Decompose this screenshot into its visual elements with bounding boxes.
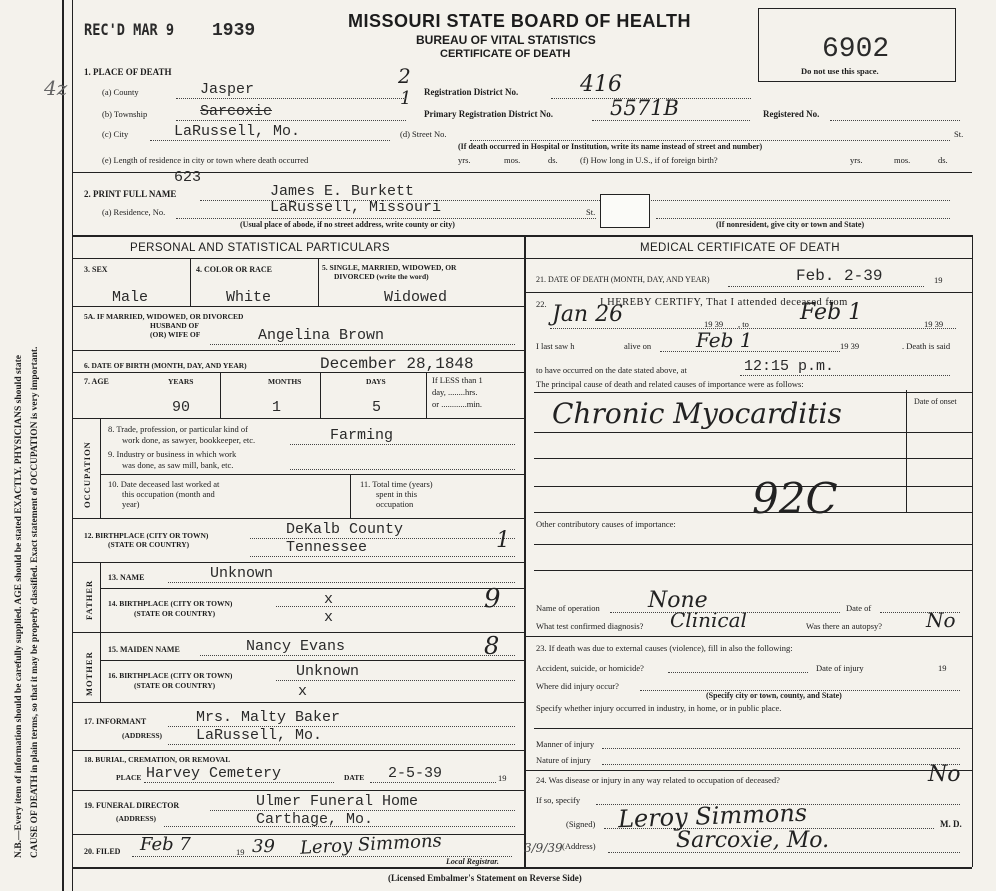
test-value: Clinical: [670, 608, 747, 632]
father-bp-label-1: 14. BIRTHPLACE (CITY OR TOWN): [108, 599, 233, 608]
funeral-label: 19. FUNERAL DIRECTOR: [84, 801, 180, 810]
informant-address-label: (ADDRESS): [122, 731, 163, 740]
spouse-label-1: 5A. IF MARRIED, WIDOWED, OR DIVORCED: [84, 312, 244, 321]
occ8-label-1: 8. Trade, profession, or particular kind of: [108, 424, 248, 434]
mother-name-value: Nancy Evans: [246, 638, 346, 655]
nature-label: Nature of injury: [536, 755, 591, 765]
county-label: (a) County: [102, 87, 139, 97]
mos-label: mos.: [504, 155, 521, 165]
mother-name-label: 15. MAIDEN NAME: [108, 645, 180, 654]
manner-label: Manner of injury: [536, 739, 595, 749]
occ9-label-2: was done, as saw mill, bank, etc.: [122, 460, 234, 470]
street-suffix: St.: [954, 129, 964, 139]
burial-place-label: PLACE: [116, 773, 142, 782]
dod-label: 21. DATE OF DEATH (MONTH, DAY, AND YEAR): [536, 275, 710, 284]
occ10-label-2: this occupation (month and: [122, 489, 215, 499]
race-label: 4. COLOR OR RACE: [196, 265, 273, 274]
occupation-value: Farming: [330, 427, 394, 444]
occ11-label-3: occupation: [376, 499, 414, 509]
birthplace-value-2: Tennessee: [286, 539, 368, 556]
ds-label-2: ds.: [938, 155, 948, 165]
attend-to: Feb 1: [800, 300, 863, 325]
physician-signature: Leroy Simmons: [617, 798, 808, 834]
certificate-title: CERTIFICATE OF DEATH: [440, 48, 571, 60]
days-label: DAYS: [366, 377, 386, 386]
signed-label: (Signed): [566, 819, 596, 829]
time-of-death: 12:15 p.m.: [744, 358, 835, 375]
registrar-signature: Leroy Simmons: [299, 830, 443, 859]
funeral-director-value: Ulmer Funeral Home: [256, 793, 419, 810]
injury-where-label: Where did injury occur?: [536, 681, 619, 691]
burial-place-value: Harvey Cemetery: [146, 765, 282, 782]
age-months-value: 1: [272, 399, 282, 416]
residence-number: 623: [174, 169, 202, 186]
md-label: M. D.: [940, 819, 962, 829]
usual-place-note: (Usual place of abode, if no street address, write county or city): [240, 220, 455, 229]
filed-date: Feb 7: [140, 834, 191, 855]
specify-note: (Specify city or town, county, and State): [706, 691, 842, 700]
foreign-label: (f) How long in U.S., if of foreign birth?: [580, 155, 718, 165]
father-bp-label-2: (STATE OR COUNTRY): [134, 609, 216, 618]
occurred-label: to have occurred on the date stated above, at: [536, 365, 687, 375]
mark-1: 1: [400, 88, 412, 109]
industry-note: Specify whether injury occurred in industry, in home, or in public place.: [536, 703, 782, 713]
years-label: YEARS: [168, 377, 194, 386]
residence-label: (a) Residence, No.: [102, 207, 166, 217]
age-days-value: 5: [372, 399, 382, 416]
footer-note: (Licensed Embalmer's Statement on Reverse Side): [388, 873, 582, 883]
burial-date-value: 2-5-39: [388, 765, 443, 782]
ds-label: ds.: [548, 155, 558, 165]
marital-value: Widowed: [384, 289, 448, 306]
father-mark: 9: [484, 584, 501, 614]
birthplace-label-2: (STATE OR COUNTRY): [108, 540, 190, 549]
dod-year-label: 19: [934, 275, 943, 285]
left-margin-line: [62, 0, 64, 891]
race-value: White: [226, 289, 272, 306]
autopsy-label: Was there an autopsy?: [806, 621, 883, 631]
occupation-side-label: OCCUPATION: [82, 441, 92, 508]
nonresident-note: (If nonresident, give city or town and State): [716, 220, 865, 229]
filed-year-prefix: 19: [236, 847, 245, 857]
board-title: MISSOURI STATE BOARD OF HEALTH: [348, 11, 691, 31]
filed-year: 39: [252, 836, 275, 857]
attend-from: Jan 26: [552, 302, 624, 327]
date-mark: 3/9/39: [524, 841, 563, 855]
father-bp-value-2: x: [324, 609, 334, 626]
sex-value: Male: [112, 289, 149, 306]
months-label: MONTHS: [268, 377, 302, 386]
mos-label-2: mos.: [894, 155, 911, 165]
age-years-value: 90: [172, 399, 191, 416]
received-stamp-year: 1939: [212, 21, 256, 41]
test-label: What test confirmed diagnosis?: [536, 621, 644, 631]
primary-reg-label: Primary Registration District No.: [424, 109, 553, 119]
autopsy-value: No: [926, 608, 956, 632]
external-label: 23. If death was due to external causes (violence), fill in also the following:: [536, 643, 793, 653]
last-saw-label: I last saw h: [536, 341, 575, 351]
contributory-label: Other contributory causes of importance:: [536, 519, 676, 529]
cause-code: 92C: [752, 474, 838, 523]
full-name-value: James E. Burkett: [270, 183, 415, 200]
city-value: LaRussell, Mo.: [174, 123, 301, 140]
last-saw-year: 19 39: [840, 341, 860, 351]
physician-address-label: (Address): [562, 841, 596, 851]
township-label: (b) Township: [102, 109, 148, 119]
spouse-value: Angelina Brown: [258, 327, 385, 344]
informant-value: Mrs. Malty Baker: [196, 709, 341, 726]
principal-cause-label: The principal cause of death and related causes of importance were as follows:: [536, 379, 804, 389]
physician-address: Sarcoxie, Mo.: [676, 828, 830, 853]
dod-value: Feb. 2-39: [796, 267, 883, 285]
st-label: St.: [586, 207, 596, 217]
side-note-line1: N.B.—Every item of information should be carefully supplied. AGE should be stated EXACTLY. PHYSICIANS should state: [14, 355, 24, 858]
informant-address-value: LaRussell, Mo.: [196, 727, 323, 744]
date-onset-label: Date of onset: [914, 397, 957, 406]
funeral-address-label: (ADDRESS): [116, 814, 157, 823]
yrs-label-2: yrs.: [850, 155, 863, 165]
spouse-label-3: (OR) WIFE OF: [150, 330, 201, 339]
father-bp-value-1: x: [324, 591, 334, 608]
hospital-note: (If death occurred in Hospital or Institution, write its name instead of street and number): [458, 142, 763, 151]
place-of-death-title: 1. PLACE OF DEATH: [84, 67, 172, 77]
medical-header: MEDICAL CERTIFICATE OF DEATH: [640, 242, 840, 254]
right-border: [972, 235, 973, 867]
county-value: Jasper: [200, 81, 255, 98]
reg-district-label: Registration District No.: [424, 87, 519, 97]
death-said-label: . Death is said: [902, 341, 951, 351]
operation-value: None: [648, 588, 708, 613]
marital-label-2: DIVORCED (write the word): [334, 272, 429, 281]
dob-label: 6. DATE OF BIRTH (MONTH, DAY, AND YEAR): [84, 361, 247, 370]
funeral-address-value: Carthage, Mo.: [256, 811, 374, 828]
divider-top: [72, 172, 972, 173]
mother-bp-value-1: Unknown: [296, 663, 360, 680]
township-value: Sarcoxie: [200, 103, 273, 120]
occ8-label-2: work done, as sawyer, bookkeeper, etc.: [122, 435, 256, 445]
birthplace-value-1: DeKalb County: [286, 521, 404, 538]
occ-related-value: No: [928, 762, 961, 787]
occ-related-label: 24. Was disease or injury in any way related to occupation of deceased?: [536, 775, 780, 785]
less-label-3: or ............min.: [432, 399, 483, 409]
dob-value: December 28,1848: [320, 355, 474, 373]
left-margin-line-2: [72, 0, 73, 891]
mother-mark: 8: [484, 632, 500, 660]
yrs-label: yrs.: [458, 155, 471, 165]
attend-to-label: , to: [738, 319, 749, 329]
attend-to-year: 19 39: [924, 319, 944, 329]
accident-label: Accident, suicide, or homicide?: [536, 663, 644, 673]
occ11-label-1: 11. Total time (years): [360, 479, 433, 489]
center-divider: [524, 235, 526, 867]
filed-label: 20. FILED: [84, 847, 121, 856]
birthplace-mark: 1: [496, 528, 510, 553]
personal-header: PERSONAL AND STATISTICAL PARTICULARS: [130, 242, 391, 254]
certificate-number: 6902: [822, 34, 890, 65]
local-registrar-label: Local Registrar.: [446, 857, 499, 866]
registered-no-label: Registered No.: [763, 109, 820, 119]
mother-bp-value-2: x: [298, 683, 308, 700]
occ10-label-3: year): [122, 499, 140, 509]
if-so-label: If so, specify: [536, 795, 581, 805]
sex-label: 3. SEX: [84, 265, 108, 274]
street-label: (d) Street No.: [400, 129, 447, 139]
operation-label: Name of operation: [536, 603, 600, 613]
city-label: (c) City: [102, 129, 129, 139]
side-margin-mark: 4z: [44, 76, 68, 100]
father-name-label: 13. NAME: [108, 573, 145, 582]
mother-side-label: MOTHER: [84, 651, 94, 696]
certify-text: I HEREBY CERTIFY, That I attended deceased from: [600, 297, 848, 308]
spouse-label-2: HUSBAND OF: [150, 321, 199, 330]
mother-bp-label-2: (STATE OR COUNTRY): [134, 681, 216, 690]
last-saw-mid-label: alive on: [624, 341, 652, 351]
injury-year-label: 19: [938, 663, 947, 673]
occ9-label-1: 9. Industry or business in which work: [108, 449, 237, 459]
burial-date-label: DATE: [344, 773, 365, 782]
certify-number: 22.: [536, 299, 547, 309]
date-of-label: Date of: [846, 603, 872, 613]
main-bottom-line: [72, 867, 972, 869]
age-label: 7. AGE: [84, 377, 109, 386]
primary-reg-value: 5571B: [610, 96, 679, 120]
bureau-title: BUREAU OF VITAL STATISTICS: [416, 33, 596, 47]
less-label-2: day, ........hrs.: [432, 387, 478, 397]
st-box: [600, 194, 650, 228]
side-note-line2: CAUSE OF DEATH in plain terms, so that it may be properly classified. Exact statement of OCCUPATION is very important.: [30, 346, 40, 858]
occ10-label-1: 10. Date deceased last worked at: [108, 479, 220, 489]
burial-year-label: 19: [498, 773, 507, 783]
last-saw-value: Feb 1: [696, 328, 753, 352]
cause-of-death: Chronic Myocarditis: [552, 397, 842, 430]
burial-label: 18. BURIAL, CREMATION, OR REMOVAL: [84, 755, 231, 764]
birthplace-label-1: 12. BIRTHPLACE (CITY OR TOWN): [84, 531, 209, 540]
marital-label-1: 5. SINGLE, MARRIED, WIDOWED, OR: [322, 263, 457, 272]
mark-2: 2: [398, 64, 411, 88]
residence-value: LaRussell, Missouri: [270, 199, 442, 216]
occ11-label-2: spent in this: [376, 489, 418, 499]
full-name-label: 2. PRINT FULL NAME: [84, 189, 177, 199]
less-label-1: If LESS than 1: [432, 375, 483, 385]
father-side-label: FATHER: [84, 579, 94, 620]
father-name-value: Unknown: [210, 565, 274, 582]
main-top-line: [72, 235, 972, 237]
no-use-note: Do not use this space.: [801, 66, 879, 76]
informant-label: 17. INFORMANT: [84, 717, 147, 726]
attend-from-year: 19 39: [704, 319, 724, 329]
reg-district-value: 416: [580, 72, 622, 97]
mother-bp-label-1: 16. BIRTHPLACE (CITY OR TOWN): [108, 671, 233, 680]
received-stamp: REC'D MAR 9: [84, 20, 175, 39]
length-of-residence-label: (e) Length of residence in city or town where death occurred: [102, 155, 309, 165]
injury-date-label: Date of injury: [816, 663, 864, 673]
